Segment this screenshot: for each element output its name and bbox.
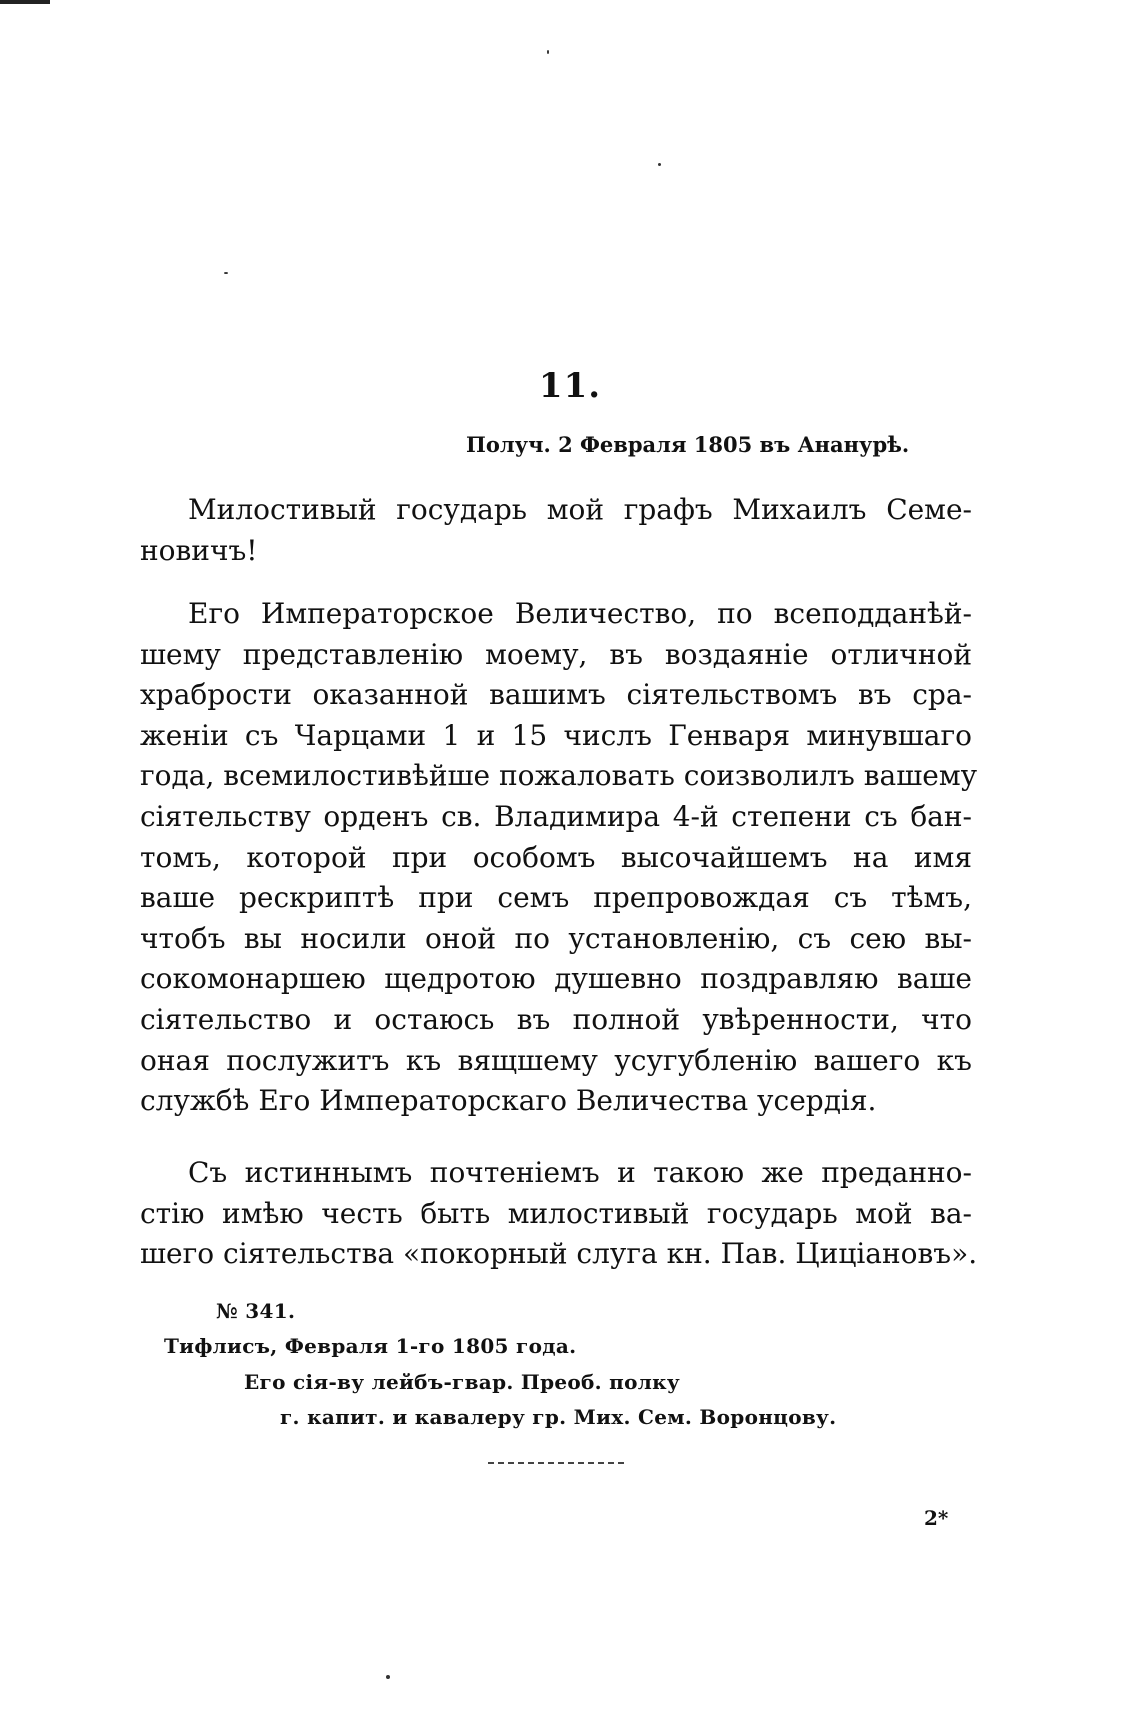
section-divider [488,1462,624,1464]
text-line: оная послужитъ къ вящшему усугубленію вашего къ [140,1043,972,1077]
scan-speck [658,163,661,166]
greeting-paragraph [140,490,972,571]
text-line: храбрости оказанной вашимъ сіятельствомъ въ сра- [140,678,972,712]
main-paragraph [140,594,978,1122]
text-line: ваше рескриптѣ при семъ препровождая съ тѣмъ, [140,881,972,915]
text-line: шему представленію моему, въ воздаяніе отличной [140,637,972,671]
text-line: Милостивый государь мой графъ Михаилъ Семе- [188,493,972,526]
text-line: женіи съ Чарцами 1 и 15 числъ Генваря минувшаго [140,718,972,752]
scan-speck [224,272,228,274]
text-line: сіятельство и остаюсь въ полной увѣренности, что [140,1002,972,1036]
text-line: новичъ! [140,533,258,567]
scan-speck [547,50,549,54]
text-line: Его Императорское Величество, по всеподданѣй- [188,597,972,630]
text-line: года, всемилостивѣйше пожаловать соизволилъ вашему [140,759,978,793]
text-line: сокомонаршею щедротою душевно поздравляю ваше [140,962,972,996]
place-date: Тифлисъ, Февраля 1-го 1805 года. [164,1334,577,1358]
address-line: Его сія-ву лейбъ-гвар. Преоб. полку [244,1370,681,1394]
outgoing-number: № 341. [216,1299,296,1323]
text-line: службѣ Его Императорскаго Величества усердія. [140,1084,877,1118]
scan-speck [386,1675,390,1679]
scan-corner-mark [0,0,50,4]
sheet-signature: 2* [924,1506,949,1530]
closing-paragraph [140,1153,978,1275]
text-line: чтобъ вы носили оной по установленію, съ сею вы- [140,921,972,955]
received-note: Получ. 2 Февраля 1805 въ Ананурѣ. [466,432,910,457]
text-line: сіятельству орденъ св. Владимира 4-й степени съ бан- [140,799,972,833]
text-line: стію имѣю честь быть милостивый государь мой ва- [140,1196,972,1230]
address-line: г. капит. и кавалеру гр. Мих. Сем. Воронцову. [280,1405,837,1429]
text-line: шего сіятельства «покорный слуга кн. Пав. Циціановъ». [140,1237,978,1271]
text-line: Съ истиннымъ почтеніемъ и такою же преданно- [188,1156,972,1189]
document-number: 11. [538,366,602,406]
text-line: томъ, которой при особомъ высочайшемъ на имя [140,840,972,874]
